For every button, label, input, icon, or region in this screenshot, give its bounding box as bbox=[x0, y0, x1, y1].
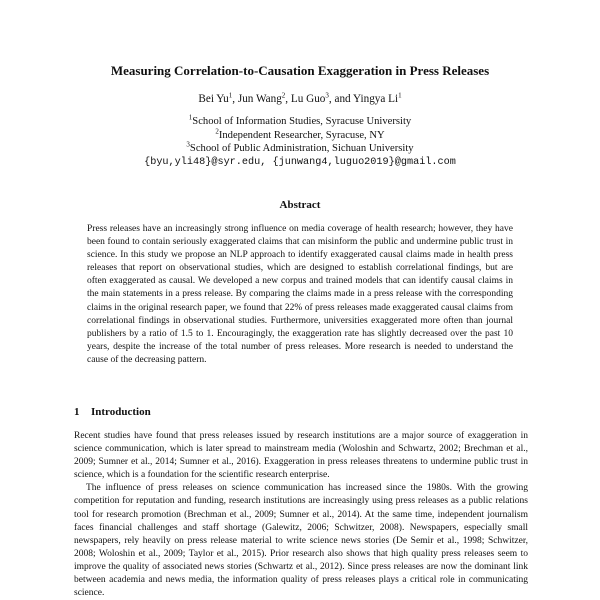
abstract-heading: Abstract bbox=[279, 199, 321, 211]
affiliation-line bbox=[0, 126, 600, 143]
author-affiliation-mark: 3 bbox=[325, 91, 329, 100]
affiliation-text: School of Information Studies, Syracuse University bbox=[192, 116, 412, 127]
paragraph: Recent studies have found that press releases issued by research institutions are a major source of exaggeration in science communication, which is later spread to mainstream media (Woloshin and Schwartz, 2002; Brechman et al., 2009; Sumner et al., 2014; Sumner et al., 2016). Exaggeration in press releases threatens to undermine public trust in science, which is a foundation for the scientific research enterprise. bbox=[74, 431, 528, 481]
affiliation-text: Independent Researcher, Syracuse, NY bbox=[218, 129, 385, 141]
affiliation-number: 2 bbox=[215, 126, 219, 135]
author-list bbox=[0, 92, 600, 106]
author-name: Yingya Li bbox=[353, 93, 399, 105]
affiliation-block bbox=[0, 115, 600, 169]
affiliation-number: 3 bbox=[186, 140, 190, 149]
author-affiliation-mark: 1 bbox=[228, 91, 233, 100]
affiliation-line bbox=[0, 142, 600, 156]
author-emails: {byu,yli48}@syr.edu, {junwang4,luguo2019}@gmail.com bbox=[144, 156, 456, 168]
author-separator: , bbox=[285, 93, 291, 105]
section-heading bbox=[74, 405, 151, 419]
affiliation-text: School of Public Administration, Sichuan University bbox=[189, 143, 414, 154]
affiliation-line bbox=[0, 115, 600, 129]
paper-title: Measuring Correlation-to-Causation Exaggeration in Press Releases bbox=[110, 63, 490, 78]
author-name: Lu Guo bbox=[290, 93, 326, 105]
paragraph: The influence of press releases on science communication has increased since the 1980s. With the growing competition for reputation and funding, research institutions are increasingly using press releases as a public relations tool for research promotion (Brechman et al., 2009; Sumner et al., 2014). At the same time, independent journalism faces financial challenges and staff shortage (Galewitz, 2006; Schwitzer, 2008). Newspapers, especially small newspapers, rely heavily on press release material to write science news stories (De Semir et al., 1998; Schwitzer, 2008; Woloshin et al., 2009; Taylor et al., 2015). Prior research also shows that high quality press releases seem to improve the quality of associated news stories (Schwartz et al., 2012). Since press releases are now the dominant link between academia and news media, the information quality of press releases plays a critical role in communicating science. bbox=[74, 483, 528, 599]
affiliation-number: 1 bbox=[188, 113, 193, 122]
author-name: Jun Wang bbox=[237, 93, 282, 105]
author-affiliation-mark: 2 bbox=[281, 91, 286, 100]
author-separator-and: , and bbox=[328, 93, 354, 105]
abstract-text: Press releases have an increasingly strong influence on media coverage of health research; however, they have been found to contain seriously exaggerated claims that can misinform the public and undermine public trust in science. In this study we propose an NLP approach to identify exaggerated causal claims made in health press releases that report on observational studies, which are designed to establish correlational findings, but are often exaggerated as causal. We developed a new corpus and trained models that can identify causal claims in the main statements in a press release. By comparing the claims made in a press release with the corresponding claims in the original research paper, we found that 22% of press releases made exaggerated causal claims from correlational findings in observational studies. Furthermore, universities exaggerated more often than journal publishers by a ratio of 1.5 to 1. Encouragingly, the exaggeration rate has slightly decreased over the past 10 years, despite the increase of the total number of press releases. More research is needed to understand the cause of the decreasing pattern. bbox=[87, 224, 513, 365]
author-name: Bei Yu bbox=[198, 93, 229, 105]
author-affiliation-mark: 1 bbox=[398, 91, 402, 100]
section-body bbox=[74, 430, 528, 600]
author-separator: , bbox=[232, 93, 238, 105]
section-title: Introduction bbox=[91, 406, 151, 418]
section-number: 1 bbox=[74, 406, 80, 418]
